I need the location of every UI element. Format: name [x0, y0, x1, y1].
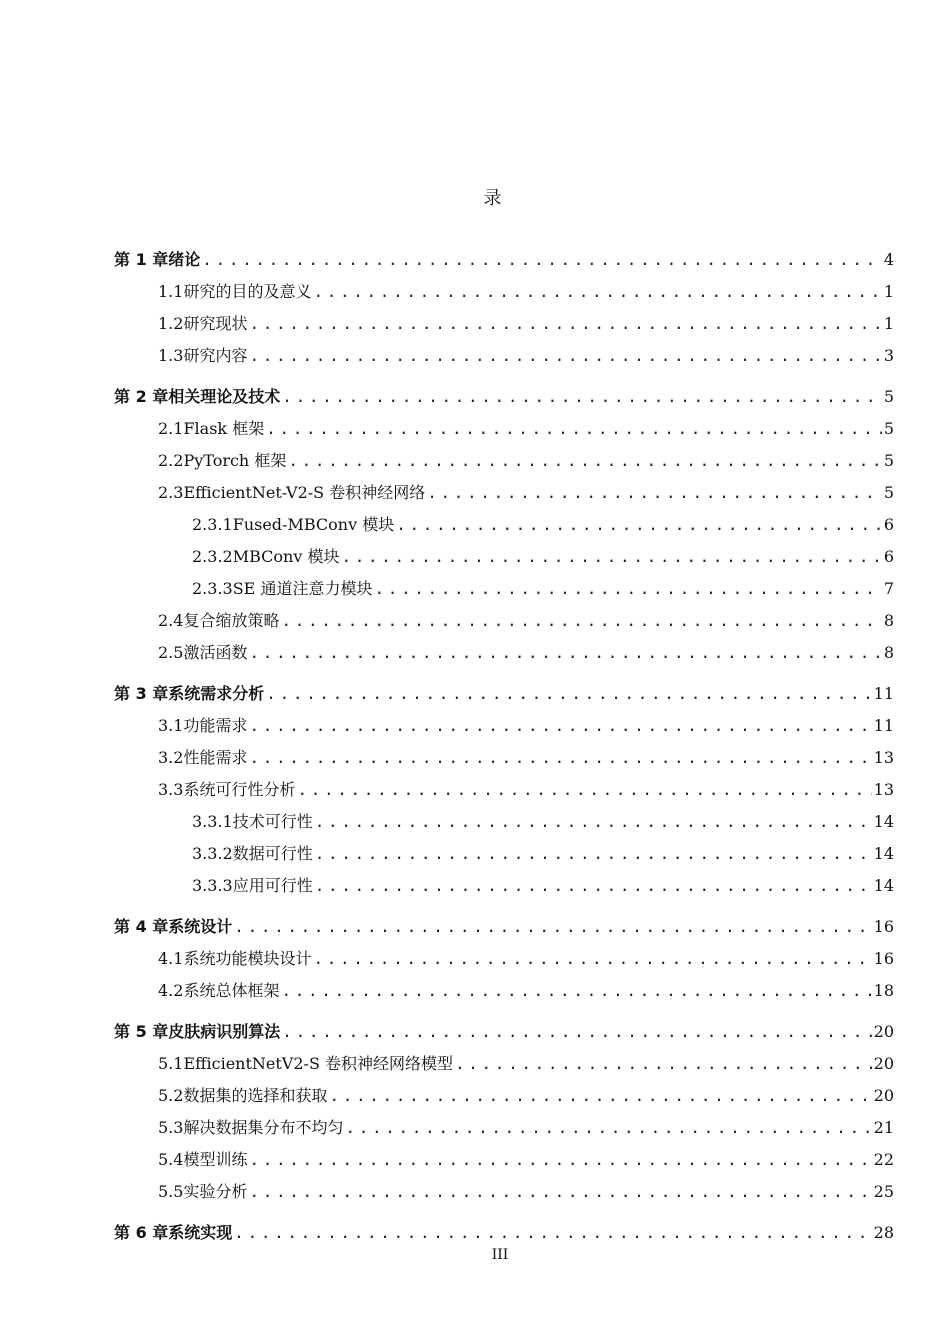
toc-chapter-entry[interactable] [114, 381, 894, 413]
toc-entry-title: Flask 框架 [183, 419, 265, 438]
toc-section-entry[interactable] [114, 742, 894, 774]
toc-dot-leader [266, 413, 882, 445]
toc-dot-leader [297, 774, 871, 806]
toc-entry-number: 第 4 章 [114, 917, 169, 936]
toc-entry-title: 激活函数 [183, 643, 248, 662]
toc-entry-title: 功能需求 [183, 716, 248, 735]
toc-entry-number: 5.2 [158, 1086, 184, 1105]
toc-subsection-entry[interactable] [114, 573, 894, 605]
toc-entry-number: 1.3 [158, 346, 184, 365]
toc-entry-title: 研究现状 [183, 314, 248, 333]
toc-entry-page: 11 [873, 684, 894, 703]
toc-dot-leader [249, 340, 881, 372]
toc-section-entry[interactable] [114, 1080, 894, 1112]
toc-dot-leader [249, 1176, 871, 1208]
toc-entry-number: 5.3 [158, 1118, 184, 1137]
toc-dot-leader [313, 943, 871, 975]
toc-entry-title: 系统设计 [168, 917, 233, 936]
toc-section-entry[interactable] [114, 308, 894, 340]
toc-dot-leader [249, 308, 881, 340]
toc-entry-title: 系统可行性分析 [183, 780, 296, 799]
toc-entry-title: 系统实现 [168, 1223, 233, 1242]
toc-entry-title: 系统总体框架 [183, 981, 280, 1000]
toc-section-entry[interactable] [114, 637, 894, 669]
toc-entry-number: 2.3.1 [192, 515, 233, 534]
toc-dot-leader [341, 541, 881, 573]
toc-entry-title: 数据可行性 [232, 844, 313, 863]
toc-entry-page: 20 [873, 1054, 894, 1073]
toc-entry-number: 1.1 [158, 282, 184, 301]
toc-dot-leader [234, 911, 871, 943]
toc-entry-page: 21 [873, 1118, 894, 1137]
toc-section-entry[interactable] [114, 975, 894, 1007]
toc-entry-page: 14 [873, 844, 894, 863]
toc-entry-title: Fused-MBConv 模块 [232, 515, 395, 534]
toc-dot-leader [315, 870, 872, 902]
toc-dot-leader [288, 445, 881, 477]
toc-dot-leader [455, 1048, 872, 1080]
toc-section-entry[interactable] [114, 340, 894, 372]
toc-entry-title: EfficientNet-V2-S 卷积神经网络 [183, 483, 426, 502]
toc-entry-number: 3.3.1 [192, 812, 233, 831]
toc-subsection-entry[interactable] [114, 838, 894, 870]
toc-dot-leader [266, 678, 871, 710]
toc-dot-leader [315, 838, 872, 870]
toc-entry-page: 6 [883, 515, 894, 534]
toc-chapter-entry[interactable] [114, 911, 894, 943]
toc-section-entry[interactable] [114, 413, 894, 445]
toc-entry-page: 18 [873, 981, 894, 1000]
toc-section-entry[interactable] [114, 276, 894, 308]
toc-dot-leader [282, 1016, 871, 1048]
toc-chapter-entry[interactable] [114, 1016, 894, 1048]
toc-entry-page: 14 [873, 812, 894, 831]
toc-section-entry[interactable] [114, 605, 894, 637]
toc-entry-number: 第 5 章 [114, 1022, 169, 1041]
toc-section-entry[interactable] [114, 477, 894, 509]
toc-section-entry[interactable] [114, 710, 894, 742]
toc-entry-number: 2.2 [158, 451, 184, 470]
toc-subsection-entry[interactable] [114, 806, 894, 838]
toc-section-entry[interactable] [114, 1048, 894, 1080]
toc-section-entry[interactable] [114, 1176, 894, 1208]
toc-dot-leader [329, 1080, 871, 1112]
toc-entry-page: 25 [873, 1182, 894, 1201]
toc-entry-title: 复合缩放策略 [183, 611, 280, 630]
toc-entry-number: 1.2 [158, 314, 184, 333]
toc-entry-title: 绪论 [168, 250, 201, 269]
toc-entry-number: 第 2 章 [114, 387, 169, 406]
page-title: 录 [483, 188, 502, 209]
toc-section-entry[interactable] [114, 445, 894, 477]
toc-entry-page: 5 [883, 451, 894, 470]
toc-section-entry[interactable] [114, 1112, 894, 1144]
toc-chapter-entry[interactable] [114, 1217, 894, 1249]
toc-dot-leader [249, 710, 871, 742]
toc-dot-leader [396, 509, 882, 541]
toc-entry-number: 2.5 [158, 643, 184, 662]
toc-dot-leader [345, 1112, 871, 1144]
toc-entry-page: 22 [873, 1150, 894, 1169]
toc-entry-page: 14 [873, 876, 894, 895]
toc-entry-page: 5 [883, 387, 894, 406]
toc-section-entry[interactable] [114, 1144, 894, 1176]
toc-entry-number: 5.4 [158, 1150, 184, 1169]
toc-entry-number: 第 6 章 [114, 1223, 169, 1242]
toc-entry-page: 1 [883, 314, 894, 333]
toc-dot-leader [249, 637, 881, 669]
page-number-footer: III [491, 1247, 509, 1263]
toc-entry-page: 4 [883, 250, 894, 269]
toc-dot-leader [234, 1217, 871, 1249]
toc-dot-leader [282, 381, 882, 413]
toc-entry-number: 4.2 [158, 981, 184, 1000]
toc-entry-title: 技术可行性 [232, 812, 313, 831]
toc-entry-number: 3.3.2 [192, 844, 233, 863]
toc-dot-leader [427, 477, 882, 509]
toc-subsection-entry[interactable] [114, 870, 894, 902]
toc-entry-page: 6 [883, 547, 894, 566]
toc-subsection-entry[interactable] [114, 509, 894, 541]
toc-entry-page: 13 [873, 748, 894, 767]
toc-entry-page: 3 [883, 346, 894, 365]
toc-dot-leader [249, 1144, 871, 1176]
toc-entry-title: 实验分析 [183, 1182, 248, 1201]
toc-entry-title: 系统功能模块设计 [183, 949, 312, 968]
toc-entry-page: 8 [883, 611, 894, 630]
toc-dot-leader [315, 806, 872, 838]
toc-entry-number: 2.3.3 [192, 579, 233, 598]
toc-entry-page: 16 [873, 917, 894, 936]
toc-entry-number: 5.5 [158, 1182, 184, 1201]
toc-entry-page: 7 [883, 579, 894, 598]
toc-section-entry[interactable] [114, 943, 894, 975]
toc-entry-title: SE 通道注意力模块 [232, 579, 373, 598]
toc-section-entry[interactable] [114, 774, 894, 806]
toc-entry-page: 16 [873, 949, 894, 968]
toc-entry-title: 研究的目的及意义 [183, 282, 312, 301]
toc-chapter-entry[interactable] [114, 244, 894, 276]
toc-entry-title: 数据集的选择和获取 [183, 1086, 328, 1105]
toc-dot-leader [202, 244, 882, 276]
toc-dot-leader [374, 573, 881, 605]
toc-entry-title: 皮肤病识别算法 [168, 1022, 281, 1041]
table-of-contents [114, 244, 894, 1249]
toc-entry-number: 2.3.2 [192, 547, 233, 566]
toc-dot-leader [281, 975, 871, 1007]
toc-entry-number: 2.1 [158, 419, 184, 438]
toc-entry-number: 第 3 章 [114, 684, 169, 703]
toc-entry-number: 3.3.3 [192, 876, 233, 895]
toc-entry-title: 系统需求分析 [168, 684, 265, 703]
toc-entry-page: 20 [873, 1022, 894, 1041]
toc-dot-leader [249, 742, 871, 774]
toc-entry-title: EfficientNetV2-S 卷积神经网络模型 [183, 1054, 453, 1073]
toc-entry-title: 研究内容 [183, 346, 248, 365]
toc-entry-title: 模型训练 [183, 1150, 248, 1169]
toc-entry-number: 2.4 [158, 611, 184, 630]
toc-entry-page: 8 [883, 643, 894, 662]
toc-entry-title: 性能需求 [183, 748, 248, 767]
toc-subsection-entry[interactable] [114, 541, 894, 573]
toc-entry-number: 3.2 [158, 748, 184, 767]
toc-entry-title: MBConv 模块 [232, 547, 340, 566]
toc-entry-number: 2.3 [158, 483, 184, 502]
toc-entry-number: 4.1 [158, 949, 184, 968]
toc-entry-page: 13 [873, 780, 894, 799]
toc-entry-title: 应用可行性 [232, 876, 313, 895]
toc-entry-number: 3.3 [158, 780, 184, 799]
toc-entry-page: 11 [873, 716, 894, 735]
toc-entry-title: 相关理论及技术 [168, 387, 281, 406]
toc-dot-leader [281, 605, 881, 637]
toc-entry-page: 5 [883, 483, 894, 502]
toc-dot-leader [313, 276, 881, 308]
toc-entry-page: 5 [883, 419, 894, 438]
toc-entry-page: 20 [873, 1086, 894, 1105]
toc-chapter-entry[interactable] [114, 678, 894, 710]
toc-entry-title: PyTorch 框架 [183, 451, 287, 470]
toc-entry-title: 解决数据集分布不均匀 [183, 1118, 344, 1137]
toc-entry-page: 1 [883, 282, 894, 301]
toc-entry-page: 28 [873, 1223, 894, 1242]
toc-entry-number: 3.1 [158, 716, 184, 735]
toc-entry-number: 第 1 章 [114, 250, 169, 269]
toc-entry-number: 5.1 [158, 1054, 184, 1073]
